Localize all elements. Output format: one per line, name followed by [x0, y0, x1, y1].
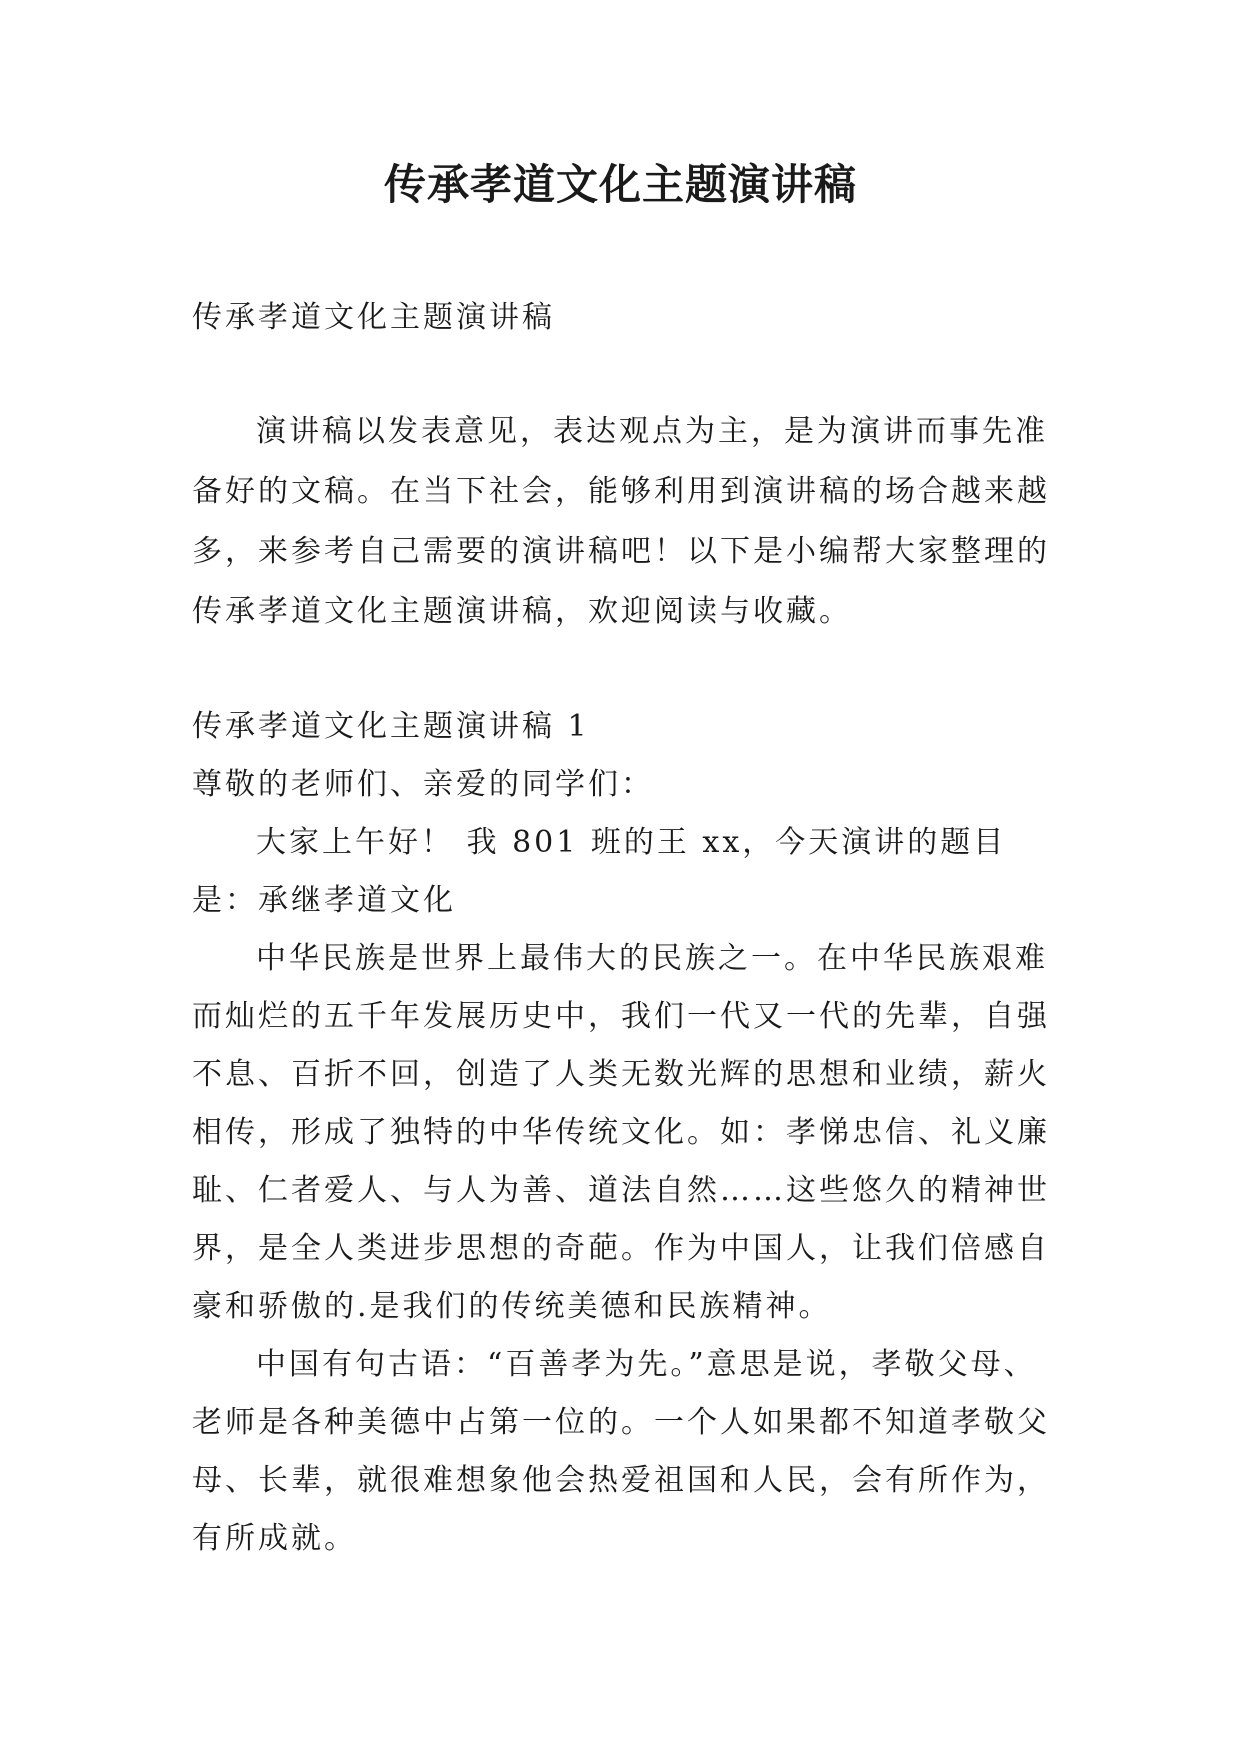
body-paragraph-3: 中国有句古语：“百善孝为先。”意思是说，孝敬父母、老师是各种美德中占第一位的。一个人如果都不知道孝敬父母、长辈，就很难想象他会热爱祖国和人民，会有所作为，有所成就。: [192, 1347, 1050, 1556]
document-subtitle: 传承孝道文化主题演讲稿: [192, 300, 555, 335]
salutation: 尊敬的老师们、亲爱的同学们：: [192, 767, 654, 802]
body-paragraph-1: 大家上午好！ 我 801 班的王 xx，今天演讲的题目是：承继孝道文化: [192, 825, 1007, 918]
intro-paragraph: 演讲稿以发表意见，表达观点为主，是为演讲而事先准备好的文稿。在当下社会，能够利用到演讲稿的场合越来越多，来参考自己需要的演讲稿吧！以下是小编帮大家整理的传承孝道文化主题演讲稿，欢迎阅读与收藏。: [192, 414, 1050, 629]
body-paragraph-2: 中华民族是世界上最伟大的民族之一。在中华民族艰难而灿烂的五千年发展历史中，我们一代又一代的先辈，自强不息、百折不回，创造了人类无数光辉的思想和业绩，薪火相传，形成了独特的中华传统文化。如：孝悌忠信、礼义廉耻、仁者爱人、与人为善、道法自然……这些悠久的精神世界，是全人类进步思想的奇葩。作为中国人，让我们倍感自豪和骄傲的.是我们的传统美德和民族精神。: [192, 941, 1050, 1324]
document-title: 传承孝道文化主题演讲稿: [383, 160, 857, 209]
document-body: [192, 288, 1052, 1568]
section-heading: 传承孝道文化主题演讲稿 1: [192, 709, 590, 744]
